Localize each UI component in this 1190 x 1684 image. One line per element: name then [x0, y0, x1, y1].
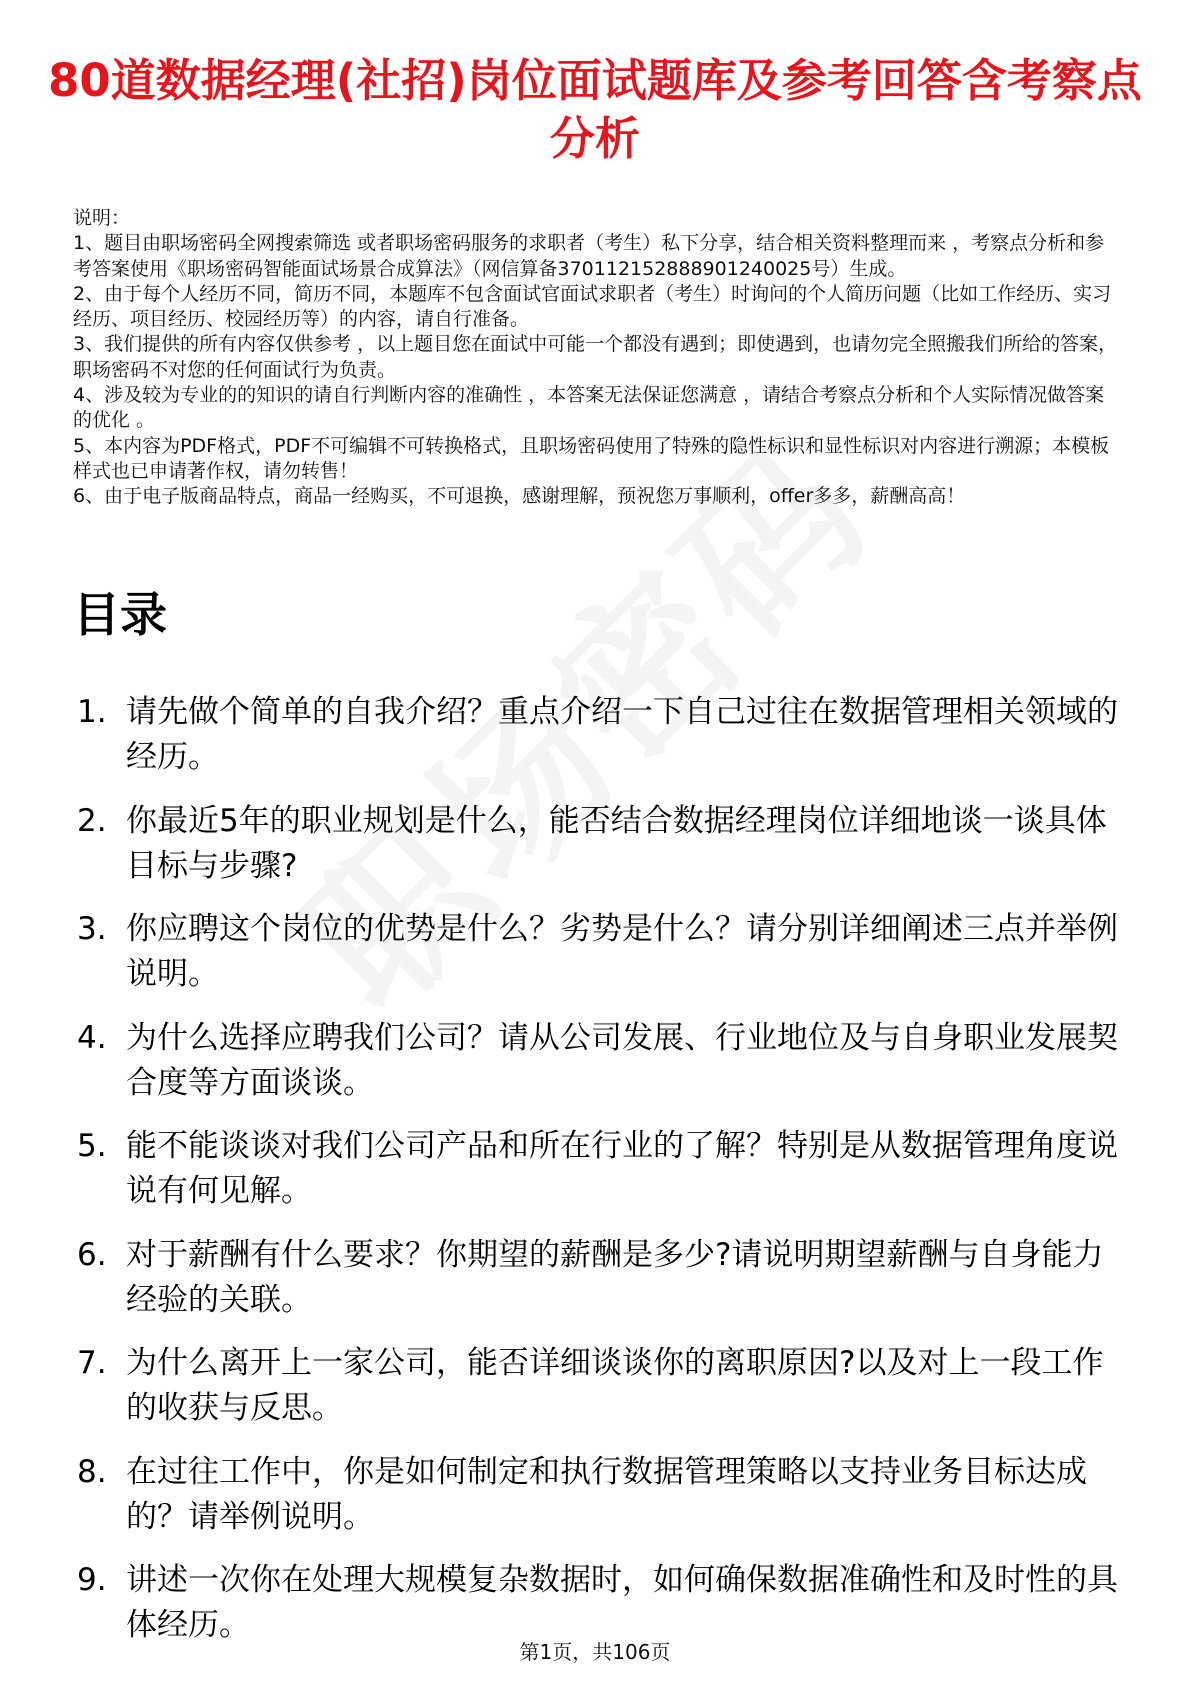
toc-item-number: 7. — [77, 1345, 107, 1381]
note-item: 5、本内容为PDF格式，PDF不可编辑不可转换格式，且职场密码使用了特殊的隐性标识和显性标识对内容进行溯源；本模板样式也已申请著作权，请勿转售！ — [73, 434, 1110, 482]
toc-item[interactable] — [73, 1558, 1133, 1648]
toc-item-text: 为什么离开上一家公司，能否详细谈谈你的离职原因?以及对上一段工作的收获与反思。 — [126, 1345, 1104, 1426]
toc-item[interactable] — [73, 907, 1133, 997]
toc-item-number: 4. — [77, 1019, 107, 1056]
notes-heading: 说明： — [73, 207, 131, 229]
toc-item[interactable] — [73, 1341, 1133, 1431]
toc-item[interactable] — [73, 1016, 1133, 1106]
note-item: 6、由于电子版商品特点，商品一经购买，不可退换，感谢理解，预祝您万事顺利，offer多多，薪酬高高！ — [73, 485, 966, 508]
toc-item-number: 2. — [77, 802, 107, 839]
notes-section — [73, 206, 1123, 510]
toc-item-number: 3. — [77, 911, 107, 947]
toc-item-number: 8. — [77, 1453, 107, 1490]
page-footer: 第1页，共106页 — [519, 1640, 671, 1664]
toc-item-text: 你最近5年的职业规划是什么，能否结合数据经理岗位详细地谈一谈具体目标与步骤? — [126, 802, 1107, 884]
toc-item-text: 在过往工作中，你是如何制定和执行数据管理策略以支持业务目标达成的？请举例说明。 — [126, 1453, 1087, 1535]
toc-item-number: 6. — [77, 1236, 107, 1273]
toc-item-text: 你应聘这个岗位的优势是什么？劣势是什么？请分别详细阐述三点并举例说明。 — [126, 911, 1118, 992]
toc-item[interactable] — [73, 1233, 1133, 1323]
toc-item-text: 对于薪酬有什么要求？你期望的薪酬是多少?请说明期望薪酬与自身能力经验的关联。 — [126, 1236, 1104, 1318]
note-item: 1、题目由职场密码全网搜索筛选 或者职场密码服务的求职者（考生）私下分享，结合相关资料整理而来 ，考察点分析和参考答案使用《职场密码智能面试场景合成算法》（网信算备370112152888901240025号）生成。 — [73, 232, 1105, 280]
toc-item-text: 能不能谈谈对我们公司产品和所在行业的了解？特别是从数据管理角度说说有何见解。 — [126, 1128, 1118, 1209]
document-title: 80道数据经理(社招)岗位面试题库及参考回答含考察点分析 — [48, 54, 1142, 165]
toc-item-text: 请先做个简单的自我介绍？重点介绍一下自己过往在数据管理相关领域的经历。 — [126, 694, 1118, 775]
toc-item-text: 讲述一次你在处理大规模复杂数据时，如何确保数据准确性和及时性的具体经历。 — [126, 1562, 1118, 1643]
toc-item[interactable] — [73, 690, 1133, 780]
toc-list — [73, 690, 1133, 1667]
note-item: 2、由于每个人经历不同，简历不同，本题库不包含面试官面试求职者（考生）时询问的个人简历问题（比如工作经历、实习经历、项目经历、校园经历等）的内容，请自行准备。 — [73, 282, 1112, 331]
note-item: 3、我们提供的所有内容仅供参考 ，以上题目您在面试中可能一个都没有遇到；即使遇到，也请勿完全照搬我们所给的答案，职场密码不对您的任何面试行为负责。 — [73, 333, 1118, 381]
toc-item[interactable] — [73, 799, 1133, 889]
toc-item-number: 5. — [77, 1128, 107, 1164]
toc-item[interactable] — [73, 1450, 1133, 1540]
toc-item[interactable] — [73, 1124, 1133, 1214]
toc-heading: 目录 — [73, 588, 167, 643]
note-item: 4、涉及较为专业的的知识的请自行判断内容的准确性 ，本答案无法保证您满意 ，请结合考察点分析和个人实际情况做答案的优化 。 — [73, 384, 1105, 432]
toc-item-text: 为什么选择应聘我们公司？请从公司发展、行业地位及与自身职业发展契合度等方面谈谈。 — [126, 1019, 1118, 1101]
toc-item-number: 9. — [77, 1562, 107, 1598]
toc-item-number: 1. — [77, 694, 107, 730]
